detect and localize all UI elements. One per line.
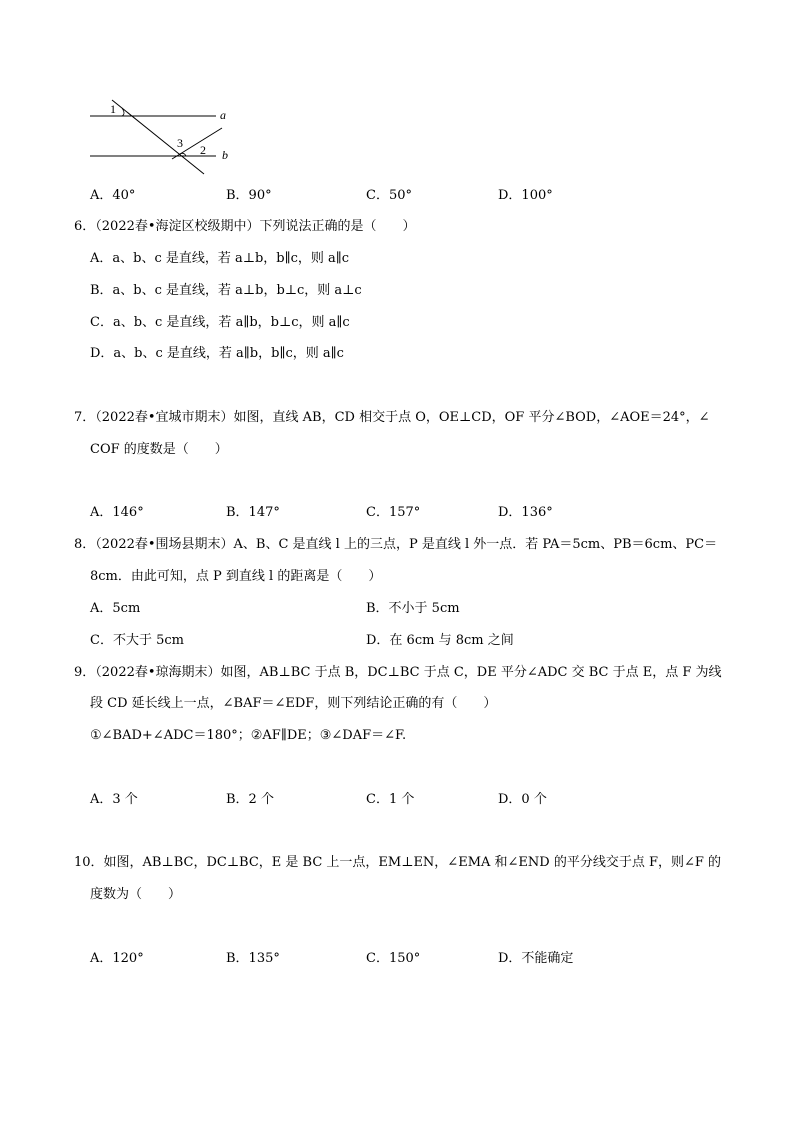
q9-option-b: B．2 个: [226, 792, 274, 807]
q10-option-a: A．120°: [90, 951, 144, 966]
q8-option-a: A．5cm: [90, 601, 141, 616]
label-3: 3: [177, 136, 183, 150]
parallel-lines-figure: [86, 96, 246, 180]
q8-option-d: D．在 6cm 与 8cm 之间: [366, 633, 514, 648]
label-a: a: [220, 108, 226, 122]
q9-option-a: A．3 个: [90, 792, 138, 807]
q6-option-b: B．a、b、c 是直线，若 a⊥b，b⊥c，则 a⊥c: [90, 283, 362, 298]
q8-stem-line2: 8cm．由此可知，点 P 到直线 l 的距离是（ ）: [90, 569, 382, 584]
q6-option-c: C．a、b、c 是直线，若 a∥b，b⊥c，则 a∥c: [90, 315, 350, 330]
q7-option-c: C．157°: [366, 505, 421, 520]
q7-stem-line2: COF 的度数是（ ）: [90, 442, 228, 457]
parallel-lines-diagram: [86, 96, 246, 180]
transversal-line: [112, 100, 204, 174]
q10-option-d: D．不能确定: [498, 951, 574, 966]
q10-option-c: C．150°: [366, 951, 421, 966]
q6-stem: 6．（2022春•海淀区校级期中）下列说法正确的是（ ）: [74, 219, 416, 234]
q5-option-d: D．100°: [498, 188, 553, 203]
q5-option-a: A．40°: [90, 188, 136, 203]
q6-option-a: A．a、b、c 是直线，若 a⊥b，b∥c，则 a∥c: [90, 251, 350, 266]
q8-option-b: B．不小于 5cm: [366, 601, 460, 616]
q9-option-c: C．1 个: [366, 792, 415, 807]
q7-option-d: D．136°: [498, 505, 553, 520]
q10-stem-line1: 10．如图，AB⊥BC，DC⊥BC，E 是 BC 上一点，EM⊥EN，∠EMA 和∠END 的平分线交于点 F，则∠F 的: [74, 855, 722, 870]
q6-option-d: D．a、b、c 是直线，若 a∥b，b∥c，则 a∥c: [90, 346, 344, 361]
q5-option-b: B．90°: [226, 188, 272, 203]
label-2: 2: [200, 143, 206, 157]
q5-option-c: C．50°: [366, 188, 412, 203]
q9-stem-line2: 段 CD 延长线上一点，∠BAF＝∠EDF，则下列结论正确的有（ ）: [90, 696, 497, 711]
q8-stem-line1: 8．（2022春•围场县期末）A、B、C 是直线 l 上的三点，P 是直线 l 外一点．若 PA＝5cm、PB＝6cm、PC＝: [74, 537, 718, 552]
label-b: b: [222, 148, 228, 162]
q10-option-b: B．135°: [226, 951, 280, 966]
q8-option-c: C．不大于 5cm: [90, 633, 184, 648]
label-1: 1: [110, 102, 116, 116]
q7-option-b: B．147°: [226, 505, 280, 520]
q9-stem-line1: 9．（2022春•琼海期末）如图，AB⊥BC 于点 B，DC⊥BC 于点 C，DE 平分∠ADC 交 BC 于点 E，点 F 为线: [74, 665, 722, 680]
q7-option-a: A．146°: [90, 505, 144, 520]
q9-stem-line3: ①∠BAD+∠ADC＝180°；②AF∥DE；③∠DAF＝∠F.: [90, 728, 407, 743]
q10-stem-line2: 度数为（ ）: [90, 887, 182, 902]
q7-stem-line1: 7．（2022春•宜城市期末）如图，直线 AB，CD 相交于点 O，OE⊥CD，OF 平分∠BOD，∠AOE＝24°，∠: [74, 410, 710, 425]
q9-option-d: D．0 个: [498, 792, 547, 807]
